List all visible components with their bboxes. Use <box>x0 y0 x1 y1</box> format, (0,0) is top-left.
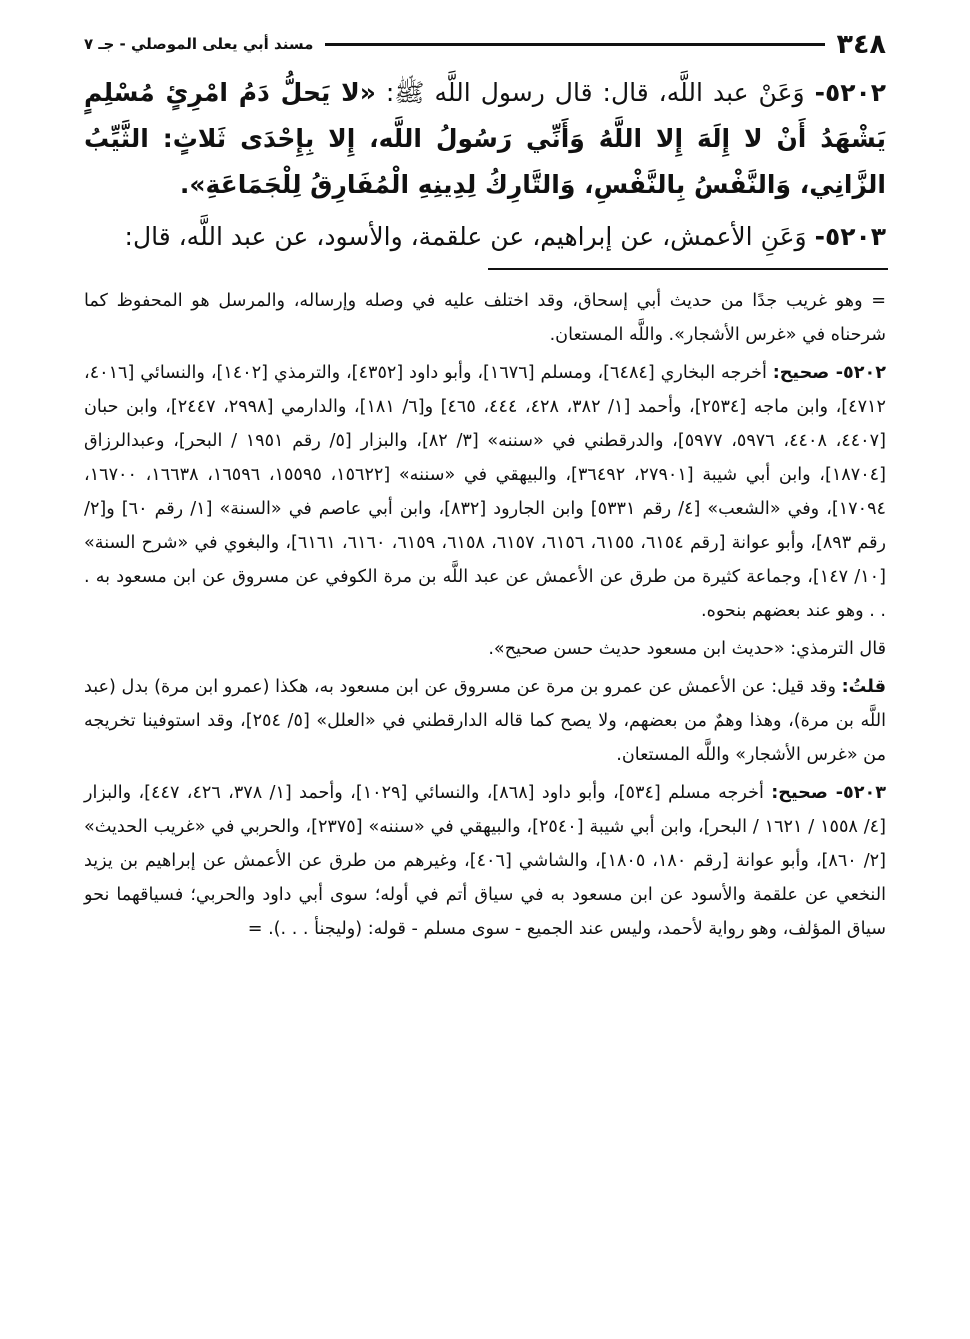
footnote-text: أخرجه البخاري [٦٤٨٤]، ومسلم [١٦٧٦]، وأبو داود [٤٣٥٢]، والترمذي [١٤٠٢]، والنسائي [٤٠١٦، ٤٧١٢]، وابن ماجه [٢٥٣٤]، وأحمد [١/ ٣٨٢، ٤٢٨، ٤٤٤، ٤٦٥] و[٦/ ١٨١]، والدارمي [٢٩٩٨، ٢٤٤٧]، وابن حبان [٤٤٠٧، ٤٤٠٨، ٥٩٧٦، ٥٩٧٧]، والدرقطني في «سننه» [٣/ ٨٢]، والبزار [٥/ رقم ١٩٥١ / البحر]، وعبدالرزاق [١٨٧٠٤]، وابن أبي شيبة [٢٧٩٠١، ٣٦٤٩٢]، والبيهقي في «سننه» [١٥٦٢٢، ١٥٥٩٥، ١٦٥٩٦، ١٦٦٣٨، ١٦٧٠٠، ١٧٠٩٤]، وفي «الشعب» [٤/ رقم ٥٣٣١] وابن الجارود [٨٣٢]، وابن أبي عاصم في «السنة» [١/ رقم ٦٠] و[٢/ رقم ٨٩٣]، وأبو عوانة [رقم ٦١٥٤، ٦١٥٥، ٦١٥٦، ٦١٥٧، ٦١٥٨، ٦١٥٩، ٦١٦٠، ٦١٦١]، والبغوي في «شرح السنة» [١٠/ ١٤٧]، وجماعة كثيرة من طرق عن الأعمش عن عبد اللَّه بن مرة الكوفي عن مسروق عن ابن مسعود به . . . وهو عند بعضهم بنحوه. <box>84 363 887 621</box>
page-number: ٣٤٨ <box>836 28 886 60</box>
hadith-number: ٥٢٠٢- <box>814 78 887 107</box>
hadith-number: ٥٢٠٣- <box>814 222 886 251</box>
page-header <box>84 24 886 64</box>
hadith-isnad: وَعَنِ الأعمش، عن إبراهيم، عن علقمة، والأسود، عن عبد اللَّه، قال: <box>124 222 807 251</box>
footnote-separator <box>488 268 888 270</box>
header-rule <box>325 43 824 46</box>
footnotes <box>84 284 886 946</box>
hadith-isnad: وَعَنْ عبد اللَّه، قال: قال رسول اللَّه ﷺ: <box>385 78 805 107</box>
qultu-text: وقد قيل: عن الأعمش عن عمرو بن مرة عن مسروق عن ابن مسعود به، هكذا (عمرو ابن مرة) بدل (عبد اللَّه بن مرة)، وهذا وهمٌ من بعضهم، ولا يصح كما قاله الدارقطني في «العلل» [٥/ ٢٥٤]، وقد استوفينا تخريجه من «غرس الأشجار» واللَّه المستعان. <box>84 677 886 765</box>
hadith-5203 <box>84 214 886 260</box>
footnote-5202 <box>84 356 886 628</box>
footnote-separator-wrap <box>84 268 886 270</box>
footnote-tirmidhi: قال الترمذي: «حديث ابن مسعود حديث حسن صحيح». <box>488 639 886 659</box>
footnote-label: ٥٢٠٣- صحيح: <box>771 783 886 803</box>
footnote-5203 <box>84 776 886 946</box>
footnote-text: أخرجه مسلم [٥٣٤]، وأبو داود [٨٦٨]، والنسائي [١٠٢٩]، وأحمد [١/ ٣٧٨، ٤٢٦، ٤٤٧]، والبزار [٤/ ١٥٥٨ / ١٦٢١ / البحر]، وابن أبي شيبة [٢٥٤٠]، والبيهقي في «سننه» [٢٣٧٥]، والحربي في «غريب الحديث» [٢/ ٨٦٠]، وأبو عوانة [رقم ١٨٠، ١٨٠٥]، والشاشي [٤٠٦]، وغيرهم من طرق عن الأعمش عن إبراهيم بن يزيد النخعي عن علقمة والأسود عن ابن مسعود به في سياق أتم في أوله؛ سوى أبي داود والحربي؛ فسياقهما نحو سياق المؤلف، وهو رواية لأحمد، وليس عند الجميع - سوى مسلم - قوله: (وليجنأ . . .). = <box>84 783 886 939</box>
hadith-matn: «لا يَحلُّ دَمُ امْرِئٍ مُسْلِمٍ يَشْهَدُ أَنْ لا إِلَهَ إِلا اللَّهُ وَأَنِّي رَسُولُ اللَّه، إِلا بِإِحْدَى ثَلاثٍ: الثَّيِّبُ الزَّانِي، وَالنَّفْسُ بِالنَّفْسِ، وَالتَّارِكُ لِدِينِهِ الْمُفَارِقُ لِلْجَمَاعَةِ». <box>84 78 886 199</box>
running-title: مسند أبي يعلى الموصلي - جـ ٧ <box>84 35 314 53</box>
footnote-label: ٥٢٠٢- صحيح: <box>772 363 886 383</box>
footnote-qultu <box>84 670 886 772</box>
footnote-continuation: = وهو غريب جدًا من حديث أبي إسحاق، وقد اختلف عليه في وصله وإرساله، والمرسل هو المحفوظ كما شرحناه في «غرس الأشجار». واللَّه المستعان. <box>84 291 886 345</box>
hadith-5202 <box>84 70 886 208</box>
qultu-label: قلتُ: <box>841 677 886 697</box>
